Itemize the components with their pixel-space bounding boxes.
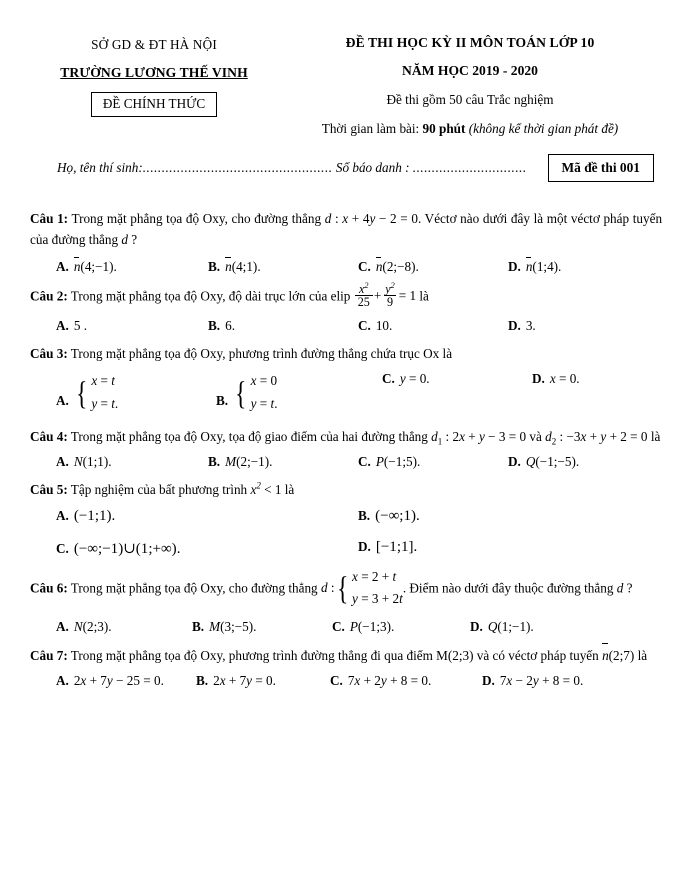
option-d-value: x = 0. [549, 371, 580, 387]
exam-code-box: Mã đề thi 001 [548, 154, 654, 182]
option-d-letter: D. [358, 538, 371, 554]
question-5-stem [30, 479, 662, 500]
option-a-letter: A. [56, 258, 69, 274]
question-4-text-1: Trong mặt phẳng tọa độ Oxy, tọa độ giao điểm của hai đường thẳng [70, 428, 428, 444]
option-c[interactable] [382, 371, 532, 387]
option-a[interactable] [56, 619, 192, 635]
question-6-text-2: . Điểm nào dưới đây thuộc đường thẳng [402, 580, 614, 596]
option-d-letter: D. [482, 673, 495, 689]
exam-code-wrapper [548, 154, 662, 182]
header-right-block [278, 34, 662, 137]
school-name: TRƯỜNG LƯƠNG THẾ VINH [60, 65, 248, 80]
option-a-letter: A. [56, 507, 69, 523]
options-row [56, 539, 662, 558]
option-d[interactable] [532, 371, 580, 387]
option-d[interactable] [508, 318, 536, 334]
question-2-text-1: Trong mặt phẳng tọa độ Oxy, độ dài trục lớn của elip [70, 288, 351, 304]
question-6-line-symbol: d [616, 580, 624, 596]
exam-header [30, 34, 662, 137]
question-6-stem: Câu 6: Trong mặt phẳng tọa độ Oxy, cho đường thẳng d : { x = 2 + t y = 3 + 2t . Điểm nào dưới đây thuộc đường thẳng d ? [30, 568, 633, 607]
exam-duration-line [278, 121, 662, 137]
question-7-options [30, 673, 662, 689]
option-c[interactable] [358, 258, 508, 275]
option-b-value: M(3;−5). [209, 619, 257, 635]
question-6-text-1: Trong mặt phẳng tọa độ Oxy, cho đường thẳng [70, 580, 318, 596]
question-7 [30, 644, 662, 689]
option-c-value: (−∞;−1)∪(1;+∞). [73, 540, 181, 557]
option-d-letter: D. [508, 454, 521, 470]
option-d[interactable] [470, 619, 534, 635]
option-c[interactable] [358, 454, 508, 470]
question-2-options [30, 318, 662, 334]
question-4-options [30, 454, 662, 470]
option-b-value: 2x + 7y = 0. [213, 673, 276, 689]
option-a-value: { x = t y = t. [76, 373, 119, 412]
option-c-letter: C. [332, 619, 345, 635]
option-a-value: 5 . [73, 318, 88, 334]
option-c-letter: C. [382, 371, 395, 387]
candidate-number-dots: .............................. [412, 160, 527, 175]
option-c-value: P(−1;5). [375, 454, 421, 470]
candidate-name-dots: .................................................. [142, 160, 333, 175]
option-c[interactable] [332, 619, 470, 635]
question-7-label: Câu 7: [30, 648, 68, 664]
option-b[interactable] [208, 258, 358, 275]
option-a-letter: A. [56, 318, 69, 334]
question-7-text-2: là [637, 648, 648, 664]
candidate-name-field [57, 160, 527, 176]
option-b-letter: B. [192, 619, 205, 635]
option-d-letter: D. [470, 619, 483, 635]
question-5-equation: $x^2 < 1$ [250, 480, 282, 498]
question-2-text-2: là [419, 288, 429, 304]
duration-prefix: Thời gian làm bài: [321, 121, 420, 136]
option-c-letter: C. [56, 540, 69, 556]
options-row [56, 318, 662, 334]
option-a[interactable] [56, 371, 216, 416]
option-c-value: y = 0. [399, 371, 430, 387]
question-5-label: Câu 5: [30, 482, 68, 498]
question-5-options [30, 508, 662, 558]
candidate-name-label: Họ, tên thí sinh: [57, 160, 143, 175]
question-2-equation: $\frac{x^2}{25}$ + $\frac{y^2}{9}$ = 1 [354, 288, 416, 303]
question-4-label: Câu 4: [30, 428, 68, 444]
question-4 [30, 426, 662, 470]
option-d-value: n(1;4). [525, 258, 562, 274]
option-b-value: { x = 0 y = t. [235, 373, 278, 412]
option-a-value: N(2;3). [73, 619, 112, 635]
option-a-letter: A. [56, 454, 69, 470]
option-b-letter: B. [196, 673, 209, 689]
question-1-stem: Câu 1: Trong mặt phẳng tọa độ Oxy, cho đường thẳng d : x + 4y − 2 = 0. Véctơ nào dưới đây là một véctơ pháp tuyến của đường thẳng d ? [30, 211, 663, 248]
option-a[interactable] [56, 673, 196, 689]
question-6 [30, 567, 662, 635]
options-row [56, 371, 662, 416]
duration-note: (không kể thời gian phát đề) [468, 121, 619, 136]
option-b-value: M(2;−1). [225, 454, 273, 470]
option-d[interactable] [358, 539, 417, 556]
question-4-conjunction: và [529, 428, 542, 444]
question-6-label: Câu 6: [30, 580, 68, 596]
option-c[interactable] [330, 673, 482, 689]
option-a-letter: A. [56, 619, 69, 635]
option-a[interactable] [56, 258, 208, 275]
option-b-letter: B. [358, 507, 371, 523]
option-d-letter: D. [508, 318, 521, 334]
question-1-text-2: Véctơ nào dưới đây là một véctơ pháp tuyến của đường thẳng [30, 211, 663, 248]
option-b-letter: B. [208, 318, 221, 334]
option-c-letter: C. [358, 318, 371, 334]
questions-container [30, 208, 662, 689]
option-b[interactable] [192, 619, 332, 635]
options-row [56, 258, 662, 275]
question-1-line-symbol: d [121, 232, 128, 248]
option-d-value: [−1;1]. [375, 538, 418, 555]
option-d[interactable] [482, 673, 583, 689]
option-c-value: n(2;−8). [375, 258, 419, 274]
exam-title: ĐỀ THI HỌC KỲ II MÔN TOÁN LỚP 10 [345, 35, 595, 50]
header-left-block [30, 34, 278, 117]
official-exam-badge: ĐỀ CHÍNH THỨC [91, 92, 217, 117]
option-c-letter: C. [330, 673, 343, 689]
question-1-options [30, 258, 662, 275]
question-2-label: Câu 2: [30, 288, 68, 304]
question-1-text-1: Trong mặt phẳng tọa độ Oxy, cho đường thẳng [71, 211, 322, 226]
question-6-options [30, 619, 662, 635]
question-7-text-1: Trong mặt phẳng tọa độ Oxy, phương trình đường thẳng đi qua điểm M(2;3) và có véctơ pháp tuyến [70, 648, 599, 664]
option-c-value: 10. [375, 318, 393, 334]
options-row [56, 619, 662, 635]
option-b[interactable] [208, 318, 358, 334]
question-2-stem [30, 280, 662, 311]
option-b-letter: B. [208, 454, 221, 470]
question-2 [30, 280, 662, 334]
option-d[interactable] [508, 258, 561, 275]
option-d-value: Q(1;−1). [487, 619, 534, 635]
option-b[interactable] [216, 371, 382, 416]
options-row [56, 673, 662, 689]
option-d-letter: D. [532, 371, 545, 387]
question-count-line: Đề thi gồm 50 câu Trắc nghiệm [386, 92, 554, 107]
duration-value: 90 phút [422, 121, 466, 136]
option-c-value: 7x + 2y + 8 = 0. [347, 673, 432, 689]
question-5 [30, 479, 662, 557]
option-b-letter: B. [208, 258, 221, 274]
question-3 [30, 343, 662, 417]
option-c[interactable] [56, 539, 358, 558]
option-b-letter: B. [216, 392, 229, 408]
question-4-equation-1: $d_1$ : 2x + y − 3 = 0 [431, 428, 527, 447]
option-a[interactable] [56, 454, 208, 470]
department-name: SỞ GD & ĐT HÀ NỘI [91, 37, 217, 52]
question-4-equation-2: $d_2$ : −3x + y + 2 = 0 [545, 428, 648, 447]
option-c-letter: C. [358, 454, 371, 470]
option-c[interactable] [358, 318, 508, 334]
option-d-value: Q(−1;−5). [525, 454, 580, 470]
options-row [56, 508, 662, 525]
question-3-text-1: Trong mặt phẳng tọa độ Oxy, phương trình đường thẳng chứa trục Ox là [70, 346, 453, 362]
question-1 [30, 208, 662, 275]
option-b[interactable] [358, 508, 420, 525]
question-1-equation: d : x + 4y − 2 = 0. [324, 211, 422, 226]
question-4-stem [30, 426, 662, 447]
question-7-equation: n(2;7) [602, 648, 634, 663]
question-5-text-2: là [284, 482, 295, 498]
question-6-equation: d : { x = 2 + t y = 3 + 2t [320, 568, 403, 607]
option-d-letter: D. [508, 258, 521, 274]
option-a-value: 2x + 7y − 25 = 0. [73, 673, 164, 689]
question-3-options [30, 371, 662, 416]
question-7-stem [30, 644, 662, 666]
question-3-stem [30, 343, 662, 364]
question-1-label: Câu 1: [30, 211, 69, 226]
option-b-value: (−∞;1). [375, 507, 420, 524]
option-a-letter: A. [56, 673, 69, 689]
question-4-text-2: là [650, 428, 661, 444]
option-a[interactable] [56, 508, 358, 525]
options-row [56, 454, 662, 470]
candidate-number-label: Số báo danh : [335, 160, 410, 175]
option-a-value: n(4;−1). [73, 258, 117, 274]
question-3-label: Câu 3: [30, 346, 68, 362]
school-year: NĂM HỌC 2019 - 2020 [402, 63, 538, 78]
option-b[interactable] [208, 454, 358, 470]
option-a[interactable] [56, 318, 208, 334]
option-d-value: 7x − 2y + 8 = 0. [499, 673, 584, 689]
option-a-letter: A. [56, 392, 69, 408]
option-c-value: P(−1;3). [349, 619, 395, 635]
candidate-row [30, 154, 662, 182]
option-d-value: 3. [525, 318, 536, 334]
option-b-value: 6. [225, 318, 235, 334]
option-b-value: n(4;1). [225, 258, 261, 274]
option-c-letter: C. [358, 258, 371, 274]
option-a-value: (−1;1). [73, 507, 116, 524]
option-d[interactable] [508, 454, 579, 470]
option-a-value: N(1;1). [73, 454, 112, 470]
option-b[interactable] [196, 673, 330, 689]
question-5-text-1: Tập nghiệm của bất phương trình [70, 482, 248, 498]
